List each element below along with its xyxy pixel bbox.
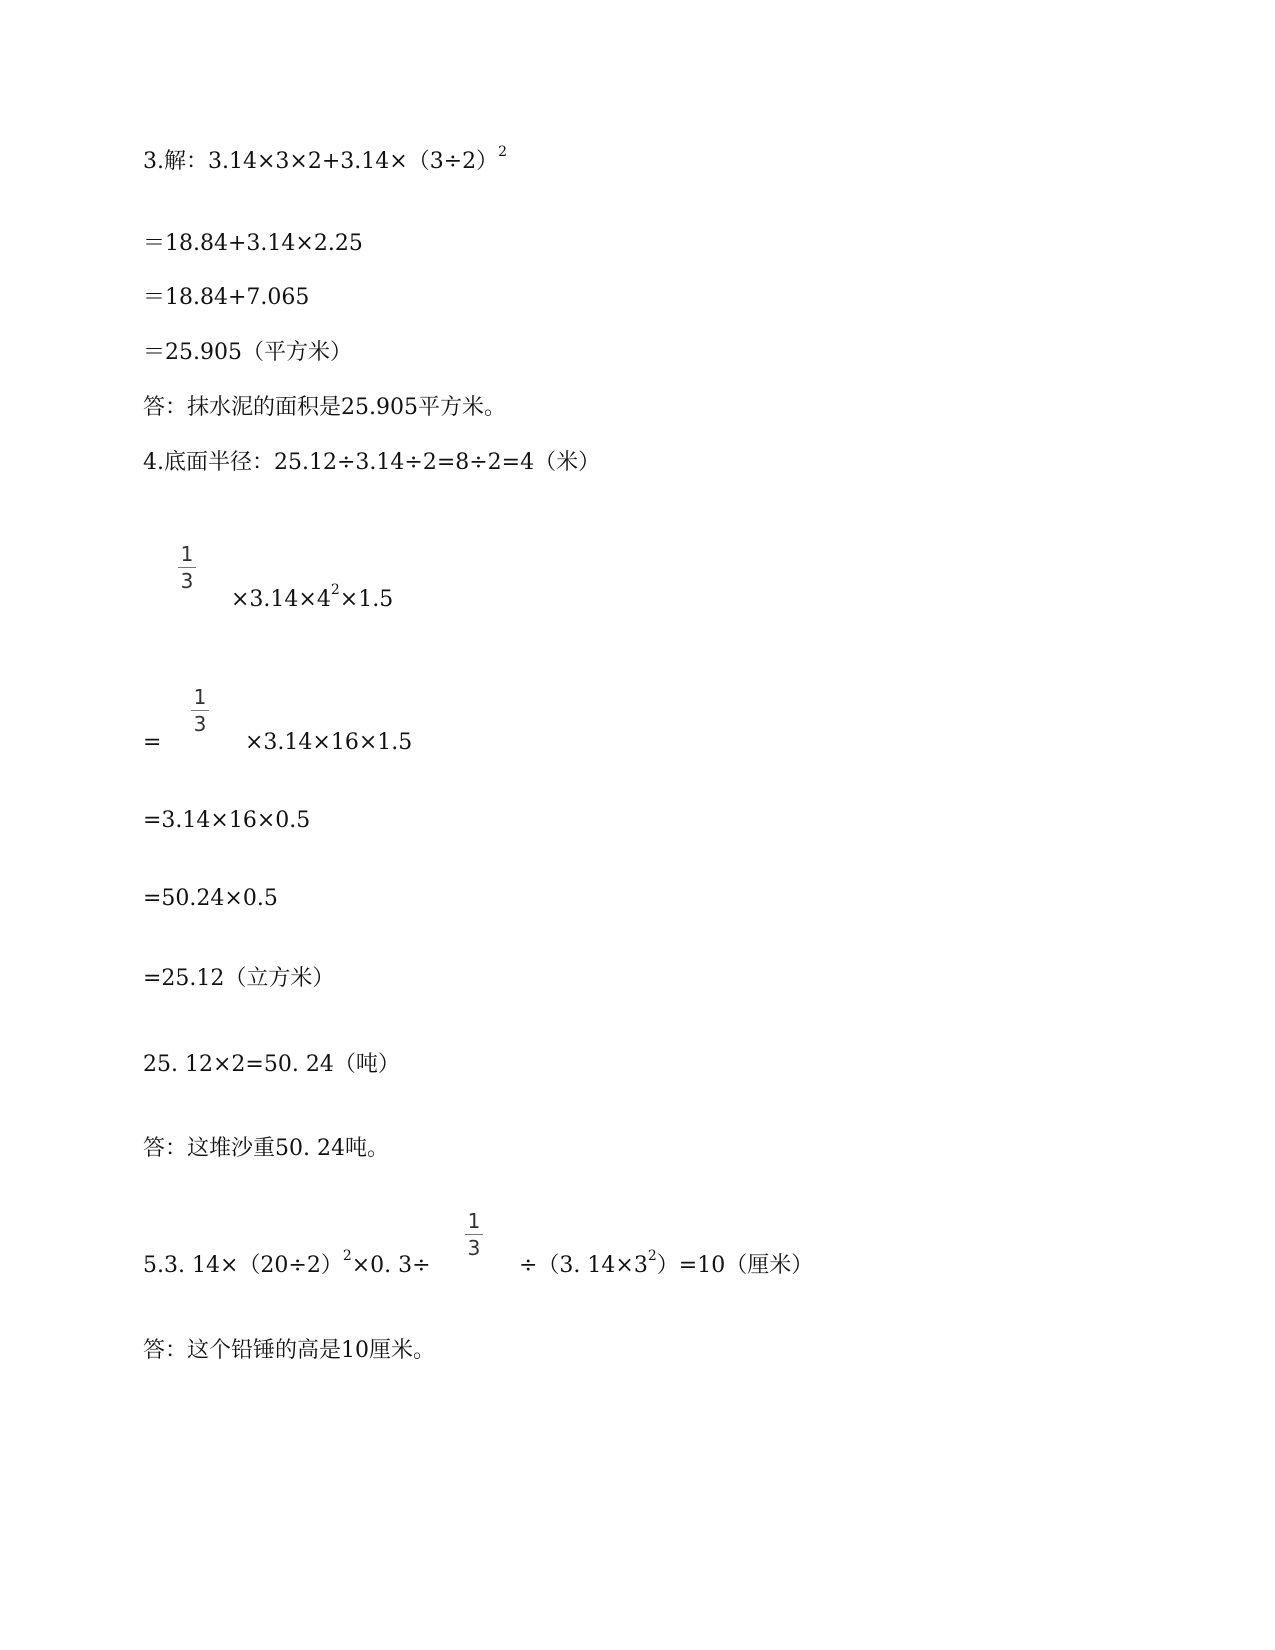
q4-answer: 答：这堆沙重50. 24吨。 xyxy=(143,1136,389,1161)
q5-expression-text-2: ×0. 3÷ xyxy=(351,1253,431,1278)
q4-volume-text: ×3.14×4 xyxy=(231,587,331,612)
q4-step-4: =25.12（立方米） xyxy=(143,966,335,991)
q5-expression-part-1 xyxy=(143,1248,431,1282)
q5-expression-text-4: ）=10（厘米） xyxy=(656,1253,814,1278)
q4-step-1-expression: ×3.14×16×1.5 xyxy=(245,730,413,755)
fraction-bar xyxy=(465,1234,483,1235)
q5-answer: 答：这个铅锤的高是10厘米。 xyxy=(143,1338,435,1363)
q3-step-1: ＝18.84+3.14×2.25 xyxy=(143,231,363,256)
fraction-denominator: 3 xyxy=(193,712,207,736)
q3-expression-text: 3.解：3.14×3×2+3.14×（3÷2） xyxy=(143,149,499,174)
q3-step-3: ＝25.905（平方米） xyxy=(143,340,352,365)
q3-answer: 答：抹水泥的面积是25.905平方米。 xyxy=(143,395,506,420)
fraction-denominator: 3 xyxy=(180,569,194,593)
q5-fraction xyxy=(463,1210,485,1259)
fraction-bar xyxy=(191,710,209,711)
q5-exponent-1: 2 xyxy=(342,1248,352,1264)
q4-volume-exponent: 2 xyxy=(330,582,340,598)
fraction-denominator: 3 xyxy=(467,1236,481,1260)
q4-weight-line: 25. 12×2=50. 24（吨） xyxy=(143,1052,400,1077)
q3-step-2: ＝18.84+7.065 xyxy=(143,285,310,310)
q5-expression-part-2 xyxy=(519,1248,814,1282)
q4-step-2: =3.14×16×0.5 xyxy=(143,808,311,833)
q3-exponent: 2 xyxy=(498,144,508,160)
q4-step-3: =50.24×0.5 xyxy=(143,886,278,911)
q4-volume-suffix: ×1.5 xyxy=(339,587,394,612)
fraction-numerator: 1 xyxy=(180,542,194,566)
q4-radius-line: 4.底面半径：25.12÷3.14÷2=8÷2=4（米） xyxy=(143,450,601,475)
q4-volume-fraction xyxy=(176,543,198,592)
q3-expression xyxy=(143,144,508,178)
fraction-numerator: 1 xyxy=(467,1209,481,1233)
q4-step-1-fraction xyxy=(189,686,211,735)
q4-step-1-equals: = xyxy=(143,730,162,755)
q5-exponent-2: 2 xyxy=(647,1248,657,1264)
fraction-numerator: 1 xyxy=(193,685,207,709)
q5-expression-text-1: 5.3. 14×（20÷2） xyxy=(143,1253,343,1278)
q4-volume-expression xyxy=(231,582,394,616)
fraction-bar xyxy=(178,567,196,568)
q5-expression-text-3: ÷（3. 14×3 xyxy=(519,1253,648,1278)
